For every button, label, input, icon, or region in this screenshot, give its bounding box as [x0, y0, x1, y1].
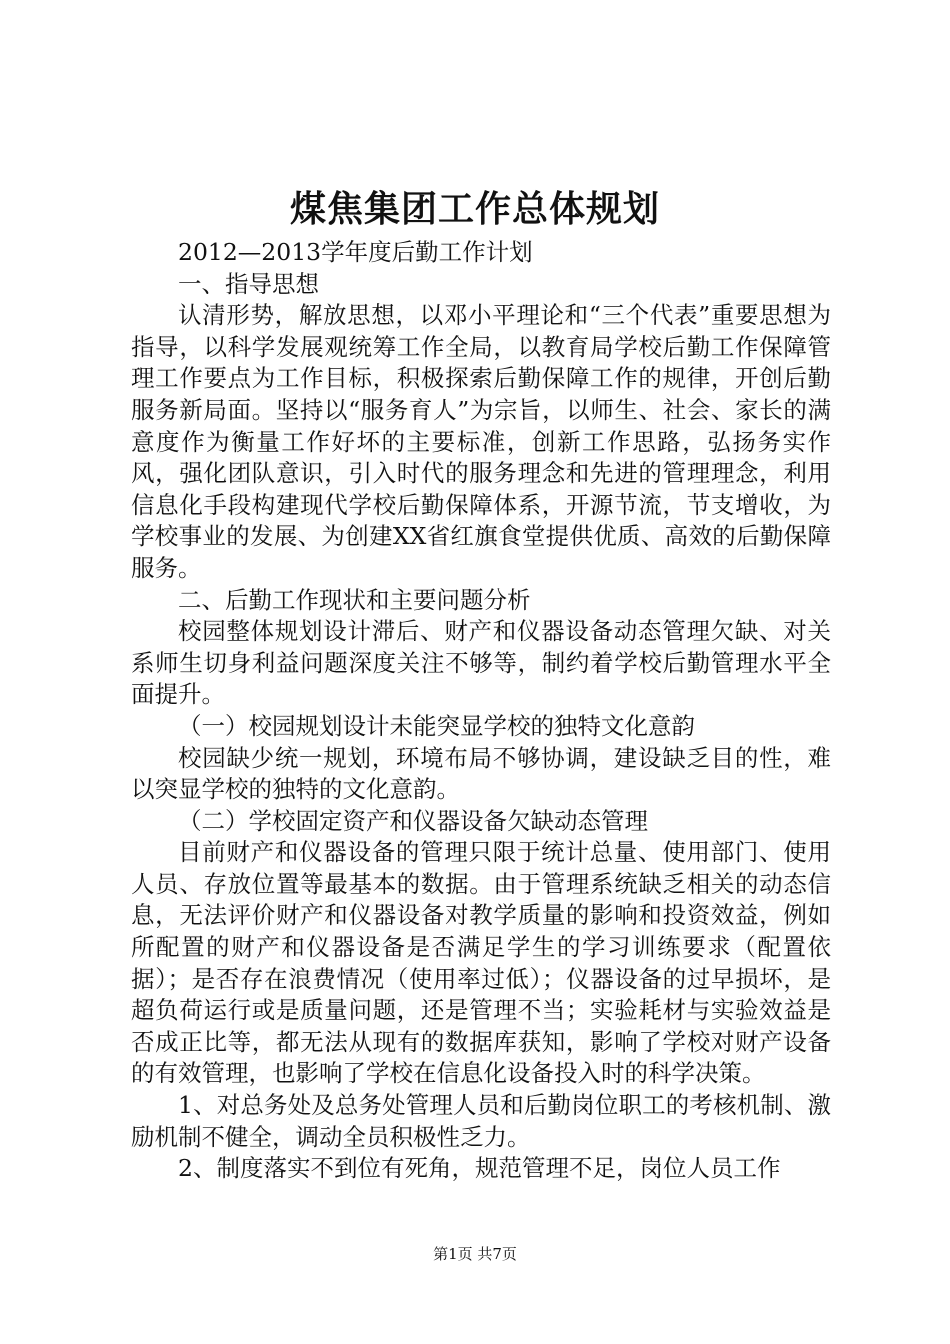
- subsection-heading-campus-planning: （一）校园规划设计未能突显学校的独特文化意韵: [178, 711, 695, 740]
- paragraph: 校园缺少统一规划，环境布局不够协调，建设缺乏目的性，难以突显学校的独特的文化意韵。: [131, 743, 831, 804]
- list-item: 2、制度落实不到位有死角，规范管理不足，岗位人员工作: [178, 1154, 781, 1183]
- paragraph-plan-heading: 2012—2013学年度后勤工作计划: [178, 238, 533, 266]
- document-body: [131, 237, 831, 1185]
- section-heading-status-analysis: 二、后勤工作现状和主要问题分析: [178, 585, 531, 614]
- page-footer: 第1页 共7页: [433, 1245, 517, 1263]
- paragraph: 认清形势，解放思想，以邓小平理论和“三个代表”重要思想为指导，以科学发展观统筹工作全局，以教育局学校后勤工作保障管理工作要点为工作目标，积极探索后勤保障工作的规律，开创后勤服务新局面。坚持以“服务育人”为宗旨，以师生、社会、家长的满意度作为衡量工作好坏的主要标准，创新工作思路，弘扬务实作风，强化团队意识，引入时代的服务理念和先进的管理理念，利用信息化手段构建现代学校后勤保障体系，开源节流，节支增收，为学校事业的发展、为创建XX省红旗食堂提供优质、高效的后勤保障服务。: [131, 301, 831, 582]
- subsection-heading-asset-management: （二）学校固定资产和仪器设备欠缺动态管理: [178, 806, 648, 835]
- paragraph: 目前财产和仪器设备的管理只限于统计总量、使用部门、使用人员、存放位置等最基本的数据。由于管理系统缺乏相关的动态信息，无法评价财产和仪器设备对教学质量的影响和投资效益，例如所配置的财产和仪器设备是否满足学生的学习训练要求（配置依据）；是否存在浪费情况（使用率过低）；仪器设备的过早损坏，是超负荷运行或是质量问题，还是管理不当；实验耗材与实验效益是否成正比等，都无法从现有的数据库获知，影响了学校对财产设备的有效管理，也影响了学校在信息化设备投入时的科学决策。: [131, 838, 831, 1088]
- document-title: 煤焦集团工作总体规划: [289, 188, 660, 230]
- list-item: 1、对总务处及总务处管理人员和后勤岗位职工的考核机制、激励机制不健全，调动全员积极性乏力。: [131, 1091, 831, 1151]
- section-heading-guiding-ideology: 一、指导思想: [178, 269, 319, 298]
- paragraph: 校园整体规划设计滞后、财产和仪器设备动态管理欠缺、对关系师生切身利益问题深度关注不够等，制约着学校后勤管理水平全面提升。: [131, 617, 831, 709]
